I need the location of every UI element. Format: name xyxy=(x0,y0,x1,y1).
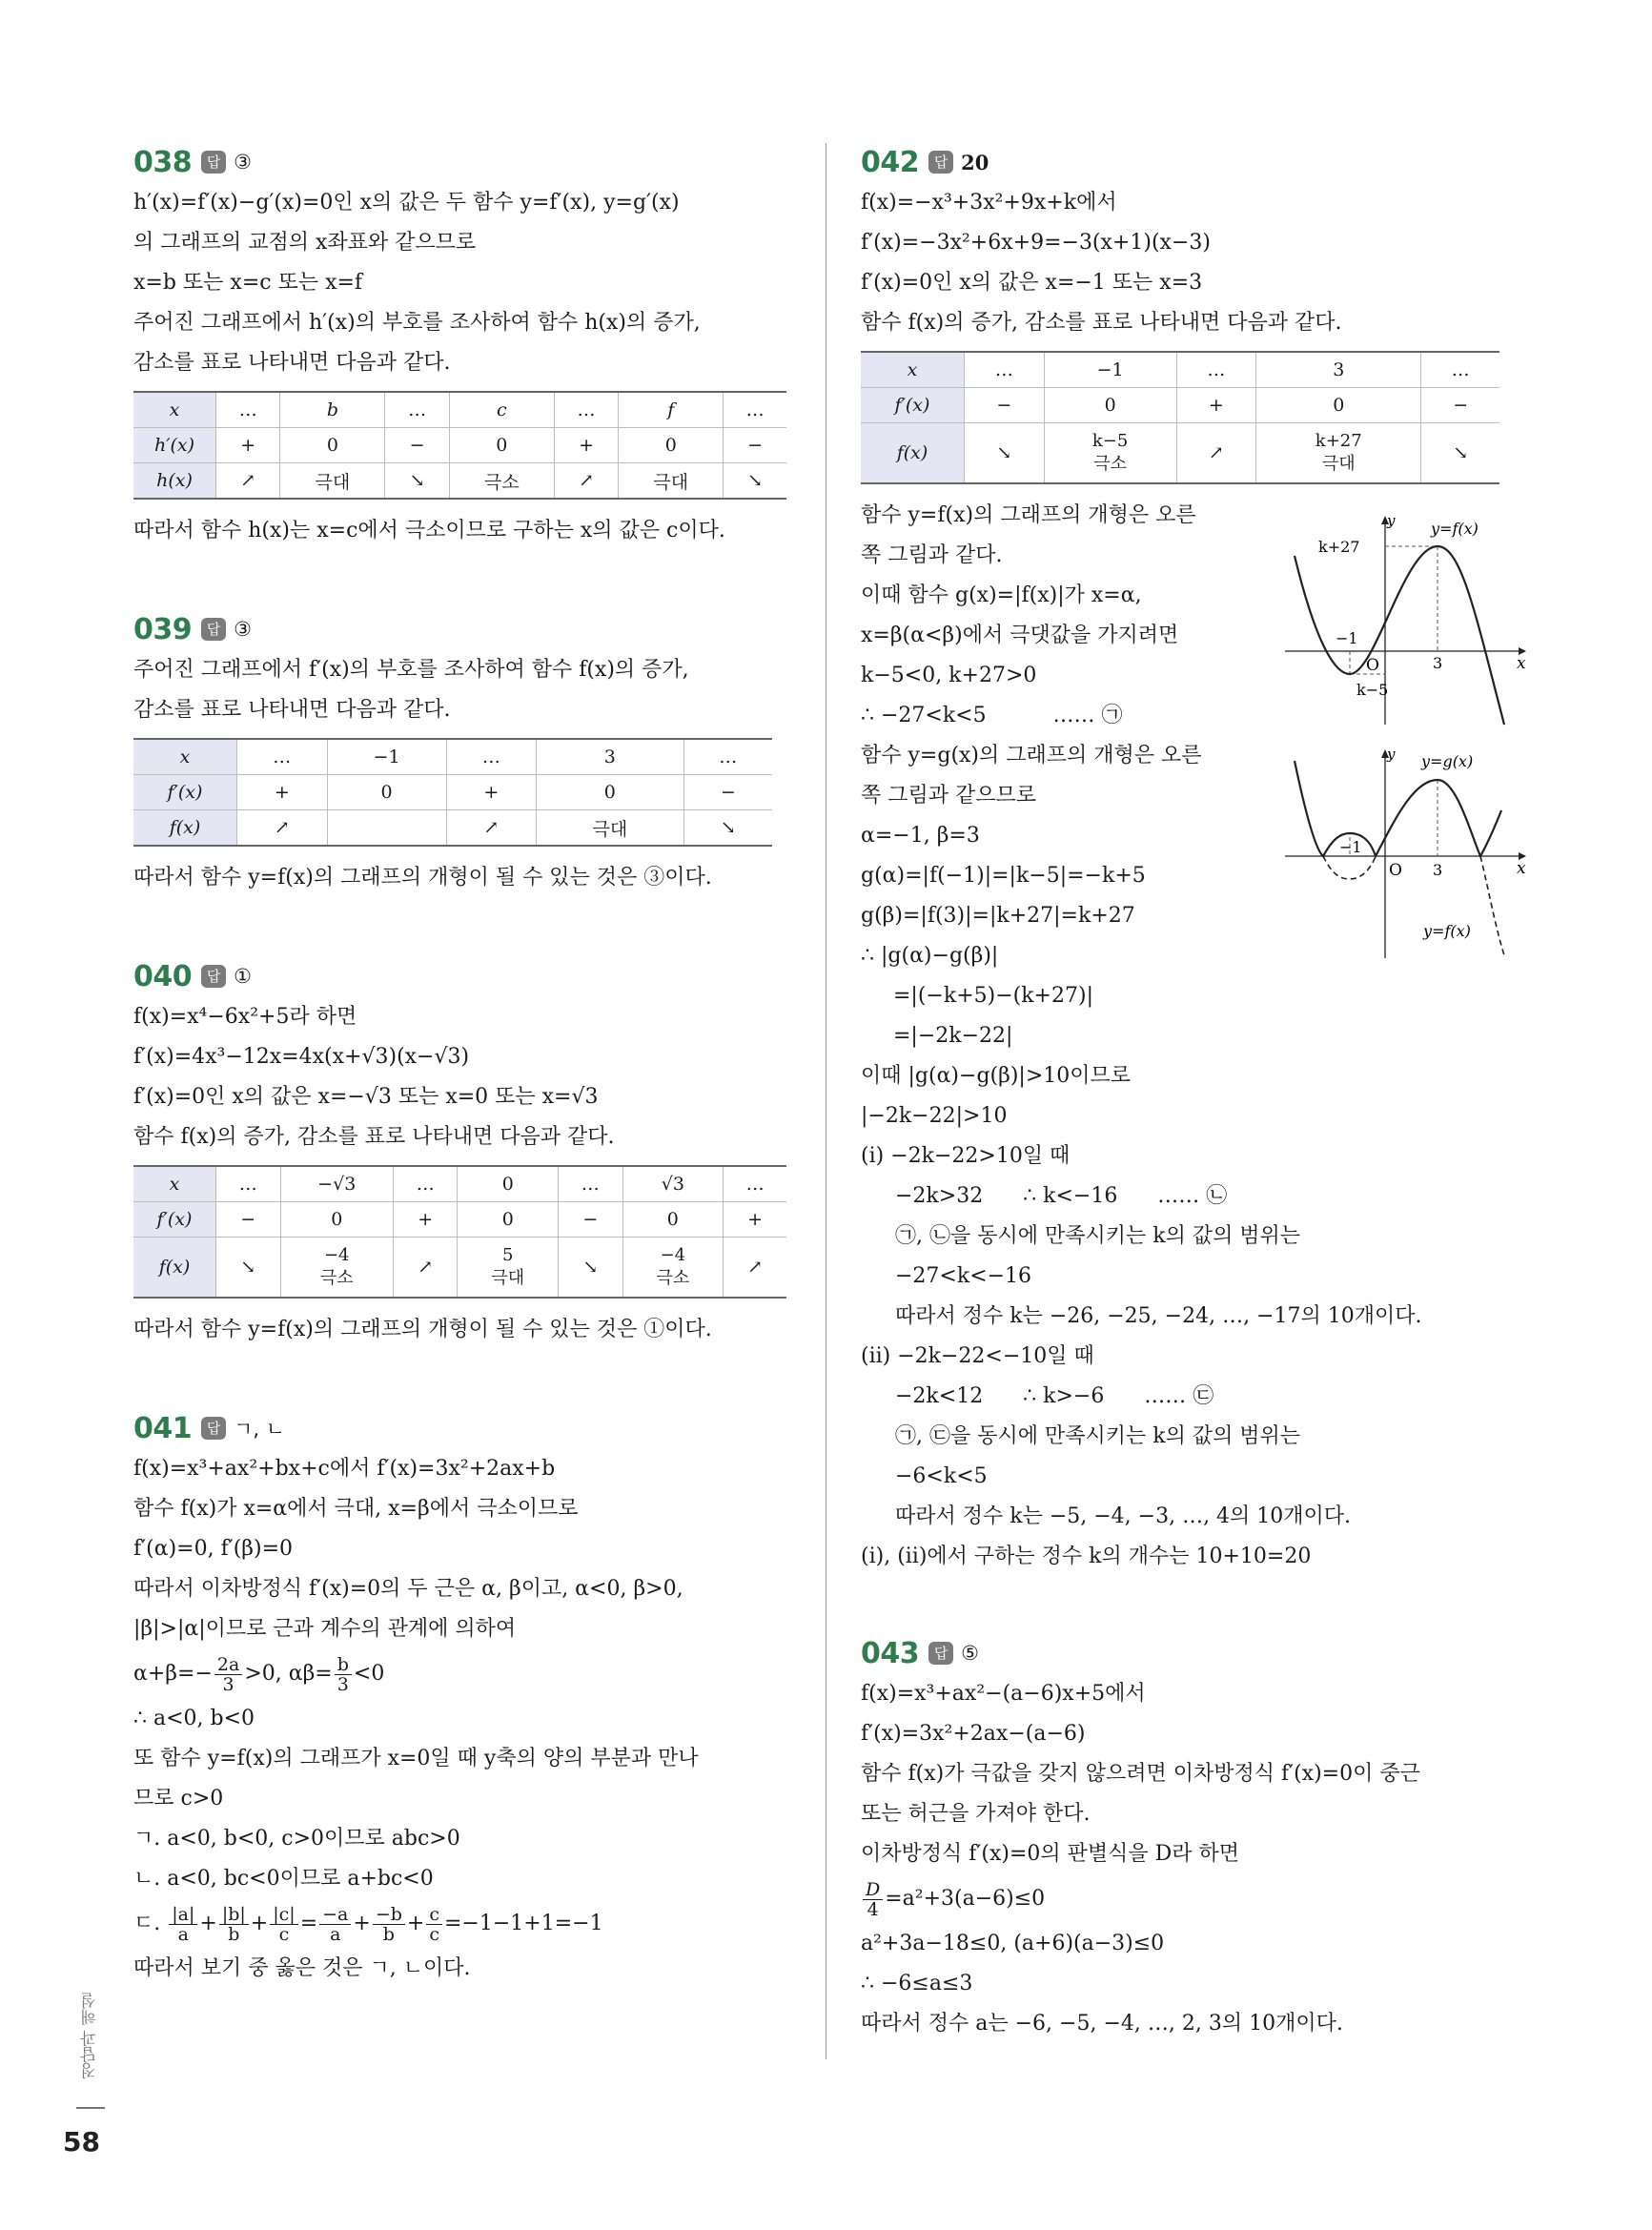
variation-table xyxy=(133,1165,786,1299)
table-cell: 0 xyxy=(449,428,554,463)
table-cell: √3 xyxy=(622,1166,724,1202)
table-cell: f(x) xyxy=(133,810,237,847)
cell-value: k+27 xyxy=(1315,431,1362,451)
denominator: 3 xyxy=(337,1673,349,1695)
text-line: f(x)=x⁴−6x²+5라 하면 xyxy=(133,1005,357,1029)
conclusion: 따라서 함수 y=f(x)의 그래프의 개형이 될 수 있는 것은 ③이다. xyxy=(133,866,712,890)
problem-header xyxy=(133,610,791,648)
table-cell: x xyxy=(133,1166,216,1202)
table-cell: … xyxy=(554,392,618,428)
answer-badge: 답 xyxy=(928,1642,953,1665)
text-line: (ⅱ) −2k−22<−10일 때 xyxy=(861,1344,1094,1368)
left-column xyxy=(133,143,791,2048)
formula-part: =−1−1+1=−1 xyxy=(444,1912,603,1935)
answer-value: 20 xyxy=(961,150,989,174)
problem-header xyxy=(133,957,791,995)
table-cell: + xyxy=(237,775,328,810)
table-cell: … xyxy=(1176,352,1256,388)
table-cell: x xyxy=(133,739,237,775)
table-cell: x xyxy=(133,392,216,428)
cell-label: 극대 xyxy=(491,1268,525,1288)
table-cell: f(x) xyxy=(133,1238,216,1299)
tick-label: 3 xyxy=(1433,861,1443,879)
table-cell: − xyxy=(683,775,772,810)
numerator: c xyxy=(426,1905,442,1925)
text-line: f′(x)=−3x²+6x+9=−3(x+1)(x−3) xyxy=(861,231,1211,255)
problem-039 xyxy=(133,610,791,898)
tick-label: −1 xyxy=(1336,629,1358,647)
text-line: =|(−k+5)−(k+27)| xyxy=(893,984,1093,1008)
text-line: =|−2k−22| xyxy=(893,1024,1013,1048)
formula-part: ㄷ. xyxy=(133,1912,168,1935)
min-label: k−5 xyxy=(1356,681,1389,699)
text-line: ㉠, ㉡을 동시에 만족시키는 k의 값의 범위는 xyxy=(895,1224,1301,1248)
text-line: 쪽 그림과 같다. xyxy=(861,543,1003,567)
text-line: 따라서 정수 k는 −26, −25, −24, …, −17의 10개이다. xyxy=(895,1304,1422,1328)
fraction xyxy=(214,1655,242,1694)
conclusion: 따라서 함수 h(x)는 x=c에서 극소이므로 구하는 x의 값은 c이다. xyxy=(133,519,725,542)
table-cell: f(x) xyxy=(861,423,965,484)
denominator: a xyxy=(177,1923,189,1945)
table-cell: … xyxy=(724,1166,786,1202)
table-cell: + xyxy=(554,428,618,463)
problem-number: 043 xyxy=(861,1636,920,1670)
table-cell: … xyxy=(216,392,280,428)
table-row xyxy=(861,423,1499,484)
table-cell: h(x) xyxy=(133,463,216,500)
table-cell: h′(x) xyxy=(133,428,216,463)
table-cell: f′(x) xyxy=(133,1202,216,1238)
tick-label: 3 xyxy=(1433,654,1443,672)
table-cell: ↗ xyxy=(237,810,328,847)
text-line: 므로 c>0 xyxy=(133,1787,224,1811)
fraction xyxy=(169,1905,197,1944)
table-cell: 0 xyxy=(327,775,446,810)
problem-040 xyxy=(133,957,791,1350)
table-cell: 0 xyxy=(1044,388,1176,423)
text-line: f(x)=x³+ax²−(a−6)x+5에서 xyxy=(861,1682,1146,1706)
text-line: 함수 f(x)가 극값을 갖지 않으려면 이차방정식 f′(x)=0이 중근 xyxy=(861,1762,1420,1786)
table-cell: + xyxy=(216,428,280,463)
graph-gx xyxy=(1280,744,1528,963)
cell-value: k−5 xyxy=(1091,431,1129,451)
table-cell: 극대 xyxy=(537,810,683,847)
fraction xyxy=(863,1880,883,1919)
x-label: x xyxy=(1517,859,1526,878)
answer-value: ㄱ, ㄴ xyxy=(234,1418,286,1441)
item-three: ㄷ. $\frac{|a|}{a}$ + $\frac{|b|}{b}$ + $\frac{|c|}{c}$ = $\frac{-a}{a}$ + $\frac{-b}{b}$ + $\frac{c}{c}$ =−1−1+1=−1 xyxy=(133,1903,603,1945)
table-cell: − xyxy=(965,388,1045,423)
curve-fx xyxy=(1295,546,1504,725)
problem-043 xyxy=(861,1634,1519,2044)
text-line: α=−1, β=3 xyxy=(861,824,980,848)
curve-gx xyxy=(1295,761,1501,856)
table-cell xyxy=(1044,423,1176,484)
text-line: −2k>32 ∴ k<−16 …… ㉡ xyxy=(895,1184,1228,1208)
problem-header xyxy=(133,143,791,181)
table-cell: … xyxy=(724,392,786,428)
x-label: x xyxy=(1517,654,1526,673)
table-cell: … xyxy=(393,1166,458,1202)
problem-number: 038 xyxy=(133,145,193,179)
denominator: c xyxy=(429,1923,439,1945)
numerator: |b| xyxy=(219,1905,249,1925)
denominator: 3 xyxy=(222,1673,235,1695)
table-cell: … xyxy=(559,1166,623,1202)
table-cell: 0 xyxy=(537,775,683,810)
cell-label: 극소 xyxy=(319,1268,354,1288)
table-cell: 0 xyxy=(1256,388,1421,423)
fraction xyxy=(426,1905,442,1944)
table-cell: ↗ xyxy=(1176,423,1256,484)
table-cell: ↘ xyxy=(683,810,772,847)
text-line: ㉠, ㉢을 동시에 만족시키는 k의 값의 범위는 xyxy=(895,1424,1301,1448)
problem-header xyxy=(861,1634,1519,1672)
table-cell: 극대 xyxy=(280,463,385,500)
y-label: y xyxy=(1387,746,1396,763)
text-line: 이차방정식 f′(x)=0의 판별식을 D라 하면 xyxy=(861,1842,1240,1866)
cell-value: −4 xyxy=(660,1245,686,1265)
y-label: y xyxy=(1387,512,1396,529)
table-cell: ↘ xyxy=(216,1238,281,1299)
table-cell xyxy=(280,1238,393,1299)
table-cell: −√3 xyxy=(280,1166,393,1202)
table-cell: … xyxy=(965,352,1045,388)
text-line: f′(x)=0인 x의 값은 x=−1 또는 x=3 xyxy=(861,271,1203,295)
vieta-formula xyxy=(133,1649,791,1699)
table-row xyxy=(861,388,1499,423)
text-line: 또 함수 y=f(x)의 그래프가 x=0일 때 y축의 양의 부분과 만나 xyxy=(133,1747,699,1770)
right-column xyxy=(861,143,1526,2103)
table-cell: b xyxy=(280,392,385,428)
table-cell: − xyxy=(724,428,786,463)
answer-value: ③ xyxy=(234,151,252,174)
table-cell: ↘ xyxy=(385,463,449,500)
formula-part: <0 xyxy=(353,1662,385,1686)
tick-label: −1 xyxy=(1339,838,1362,856)
problem-number: 042 xyxy=(861,145,920,179)
table-cell: − xyxy=(216,1202,281,1238)
text-line: f′(x)=3x²+2ax−(a−6) xyxy=(861,1722,1086,1746)
problem-042 xyxy=(861,143,1526,1577)
table-cell: ↗ xyxy=(554,463,618,500)
table-cell: + xyxy=(1176,388,1256,423)
table-cell: ↗ xyxy=(446,810,537,847)
table-cell: ↘ xyxy=(1421,423,1499,484)
conclusion: 따라서 보기 중 옳은 것은 ㄱ, ㄴ이다. xyxy=(133,1956,471,1980)
text-line: ∴ |g(α)−g(β)| xyxy=(861,944,999,968)
text-line: ∴ −6≤a≤3 xyxy=(861,1972,973,1995)
text-line: (ⅰ) −2k−22>10일 때 xyxy=(861,1144,1071,1168)
table-row xyxy=(133,1166,786,1202)
text-line: ㄴ. a<0, bc<0이므로 a+bc<0 xyxy=(133,1867,434,1891)
text-line: 따라서 정수 k는 −5, −4, −3, …, 4의 10개이다. xyxy=(895,1504,1352,1528)
table-cell: … xyxy=(237,739,328,775)
origin-label: O xyxy=(1389,861,1402,880)
table-cell: f xyxy=(619,392,724,428)
table-cell: 0 xyxy=(280,1202,393,1238)
formula-part: α+β=− xyxy=(133,1662,213,1686)
table-cell: … xyxy=(1421,352,1499,388)
fraction xyxy=(335,1655,352,1694)
text-line: h′(x)=f′(x)−g′(x)=0인 x의 값은 두 함수 y=f′(x), y=g′(x) xyxy=(133,191,680,215)
table-cell: … xyxy=(446,739,537,775)
text-line: 함수 f(x)가 x=α에서 극대, x=β에서 극소이므로 xyxy=(133,1497,579,1521)
fraction xyxy=(219,1905,249,1944)
text-line: 이때 |g(α)−g(β)|>10이므로 xyxy=(861,1064,1132,1088)
formula-part: =a²+3(a−6)≤0 xyxy=(885,1887,1046,1911)
table-cell: + xyxy=(724,1202,786,1238)
numerator: 2a xyxy=(214,1655,242,1675)
answer-badge: 답 xyxy=(928,151,953,174)
text-line: 함수 f(x)의 증가, 감소를 표로 나타내면 다음과 같다. xyxy=(861,311,1342,335)
table-cell: ↘ xyxy=(559,1238,623,1299)
cell-label: 극소 xyxy=(656,1268,690,1288)
text-line: 함수 y=g(x)의 그래프의 개형은 오른 xyxy=(861,744,1202,767)
text-line: a²+3a−18≤0, (a+6)(a−3)≤0 xyxy=(861,1932,1165,1955)
fraction xyxy=(319,1905,351,1944)
cell-value: −4 xyxy=(323,1245,350,1265)
table-cell: … xyxy=(385,392,449,428)
text-line: 함수 f(x)의 증가, 감소를 표로 나타내면 다음과 같다. xyxy=(133,1125,615,1149)
table-cell: − xyxy=(1421,388,1499,423)
table-row xyxy=(133,775,772,810)
origin-label: O xyxy=(1366,656,1379,675)
text-line: x=b 또는 x=c 또는 x=f xyxy=(133,271,363,295)
fraction xyxy=(373,1905,405,1944)
table-cell: − xyxy=(385,428,449,463)
text-line: −27<k<−16 xyxy=(895,1264,1032,1288)
table-cell xyxy=(458,1238,559,1299)
text-line: 이때 함수 g(x)=|f(x)|가 x=α, xyxy=(861,583,1142,607)
problem-number: 040 xyxy=(133,959,193,993)
text-line: f(x)=x³+ax²+bx+c에서 f′(x)=3x²+2ax+b xyxy=(133,1457,556,1481)
numerator: b xyxy=(335,1655,352,1675)
cell-value: 5 xyxy=(502,1245,514,1265)
text-line: 주어진 그래프에서 h′(x)의 부호를 조사하여 함수 h(x)의 증가, xyxy=(133,311,701,335)
cell-label: 극소 xyxy=(1093,454,1127,474)
table-cell: 극소 xyxy=(449,463,554,500)
text-line: k−5<0, k+27>0 xyxy=(861,664,1037,687)
answer-badge: 답 xyxy=(201,618,226,641)
conclusion: 따라서 함수 y=f(x)의 그래프의 개형이 될 수 있는 것은 ①이다. xyxy=(133,1318,712,1341)
problem-038 xyxy=(133,143,791,551)
text-line: 함수 y=f(x)의 그래프의 개형은 오른 xyxy=(861,503,1196,527)
table-cell: ↗ xyxy=(724,1238,786,1299)
conclusion: 따라서 정수 a는 −6, −5, −4, …, 2, 3의 10개이다. xyxy=(861,2012,1343,2036)
text-line: 쪽 그림과 같으므로 xyxy=(861,784,1037,808)
table-cell: − xyxy=(559,1202,623,1238)
answer-value: ① xyxy=(234,965,252,988)
table-cell: c xyxy=(449,392,554,428)
table-cell: 0 xyxy=(458,1202,559,1238)
table-row xyxy=(133,463,786,500)
variation-table xyxy=(133,738,772,847)
text-line: x=β(α<β)에서 극댓값을 가지려면 xyxy=(861,624,1179,647)
text-line: g(β)=|f(3)|=|k+27|=k+27 xyxy=(861,904,1135,928)
max-label: k+27 xyxy=(1318,538,1360,556)
table-cell: 3 xyxy=(537,739,683,775)
table-cell xyxy=(327,810,446,847)
table-cell: ↗ xyxy=(393,1238,458,1299)
numerator: −b xyxy=(373,1905,405,1925)
page-number: 58 xyxy=(63,2126,100,2158)
table-row xyxy=(133,1202,786,1238)
text-line: ∴ −27<k<5 …… ㉠ xyxy=(861,704,1123,727)
table-cell: 0 xyxy=(458,1166,559,1202)
table-cell: f′(x) xyxy=(861,388,965,423)
numerator: |a| xyxy=(169,1905,197,1925)
table-row xyxy=(133,739,772,775)
table-cell: 극대 xyxy=(619,463,724,500)
problem-041 xyxy=(133,1409,791,1989)
variation-table xyxy=(861,351,1499,484)
table-cell: x xyxy=(861,352,965,388)
table-cell: … xyxy=(683,739,772,775)
answer-value: ⑤ xyxy=(961,1642,979,1665)
problem-number: 041 xyxy=(133,1411,193,1445)
answer-value: ③ xyxy=(234,618,252,641)
section-label: 정답과 해설 xyxy=(81,1993,100,2079)
table-cell xyxy=(1256,423,1421,484)
text-line: f(x)=−x³+3x²+9x+k에서 xyxy=(861,191,1117,215)
denominator: b xyxy=(382,1923,395,1945)
text-line: f′(x)=0인 x의 값은 x=−√3 또는 x=0 또는 x=√3 xyxy=(133,1085,599,1109)
denominator: b xyxy=(228,1923,240,1945)
curve-label: y=g(x) xyxy=(1421,752,1474,770)
answer-badge: 답 xyxy=(201,151,226,174)
text-line: 의 그래프의 교점의 x좌표와 같으므로 xyxy=(133,231,477,255)
table-cell: −1 xyxy=(1044,352,1176,388)
text-line: ∴ a<0, b<0 xyxy=(133,1707,255,1730)
table-row xyxy=(861,352,1499,388)
table-cell: −1 xyxy=(327,739,446,775)
table-cell: 0 xyxy=(622,1202,724,1238)
text-line: f′(x)=4x³−12x=4x(x+√3)(x−√3) xyxy=(133,1045,470,1069)
problem-header xyxy=(133,1409,791,1447)
table-cell xyxy=(622,1238,724,1299)
text-line: −6<k<5 xyxy=(895,1464,988,1488)
table-cell: 3 xyxy=(1256,352,1421,388)
text-line: 감소를 표로 나타내면 다음과 같다. xyxy=(133,698,451,722)
table-row xyxy=(133,392,786,428)
text-line: |β|>|α|이므로 근과 계수의 관계에 의하여 xyxy=(133,1617,517,1641)
formula-part: >0, αβ= xyxy=(244,1662,333,1686)
text-line: 주어진 그래프에서 f′(x)의 부호를 조사하여 함수 f(x)의 증가, xyxy=(133,658,689,682)
table-row xyxy=(133,428,786,463)
graph-fx xyxy=(1280,510,1528,729)
text-line: ㄱ. a<0, b<0, c>0이므로 abc>0 xyxy=(133,1827,460,1851)
text-line: f′(α)=0, f′(β)=0 xyxy=(133,1537,294,1561)
answer-badge: 답 xyxy=(201,1417,226,1440)
text-line: −2k<12 ∴ k>−6 …… ㉢ xyxy=(895,1384,1214,1408)
denominator: a xyxy=(330,1923,341,1945)
conclusion: (ⅰ), (ⅱ)에서 구하는 정수 k의 개수는 10+10=20 xyxy=(861,1545,1312,1568)
curve-fx-dashed xyxy=(1323,856,1504,955)
fraction xyxy=(270,1905,297,1944)
table-cell: ↘ xyxy=(724,463,786,500)
numerator: D xyxy=(863,1880,883,1900)
text-line: g(α)=|f(−1)|=|k−5|=−k+5 xyxy=(861,864,1146,888)
table-cell: … xyxy=(216,1166,281,1202)
text-line: 감소를 표로 나타내면 다음과 같다. xyxy=(133,351,451,375)
table-cell: f′(x) xyxy=(133,775,237,810)
problem-header xyxy=(861,143,1519,181)
text-line: |−2k−22|>10 xyxy=(861,1104,1008,1128)
numerator: −a xyxy=(319,1905,351,1925)
text-line: 따라서 이차방정식 f′(x)=0의 두 근은 α, β이고, α<0, β>0, xyxy=(133,1577,683,1601)
table-cell: 0 xyxy=(280,428,385,463)
problem-number: 039 xyxy=(133,612,193,646)
numerator: |c| xyxy=(270,1905,297,1925)
cell-label: 극대 xyxy=(1321,454,1356,474)
table-cell: ↘ xyxy=(965,423,1045,484)
curve-label: y=f(x) xyxy=(1423,922,1471,940)
denominator: 4 xyxy=(867,1898,879,1920)
text-line: 또는 허근을 가져야 한다. xyxy=(861,1802,1091,1826)
discriminant-formula xyxy=(861,1874,1519,1924)
table-cell: + xyxy=(446,775,537,810)
variation-table xyxy=(133,391,786,500)
table-cell: + xyxy=(393,1202,458,1238)
denominator: c xyxy=(278,1923,290,1945)
table-cell: 0 xyxy=(619,428,724,463)
table-row xyxy=(133,810,772,847)
curve-label: y=f(x) xyxy=(1431,520,1479,538)
answer-badge: 답 xyxy=(201,965,226,988)
table-row xyxy=(133,1238,786,1299)
table-cell: ↗ xyxy=(216,463,280,500)
section-divider xyxy=(76,2107,105,2109)
